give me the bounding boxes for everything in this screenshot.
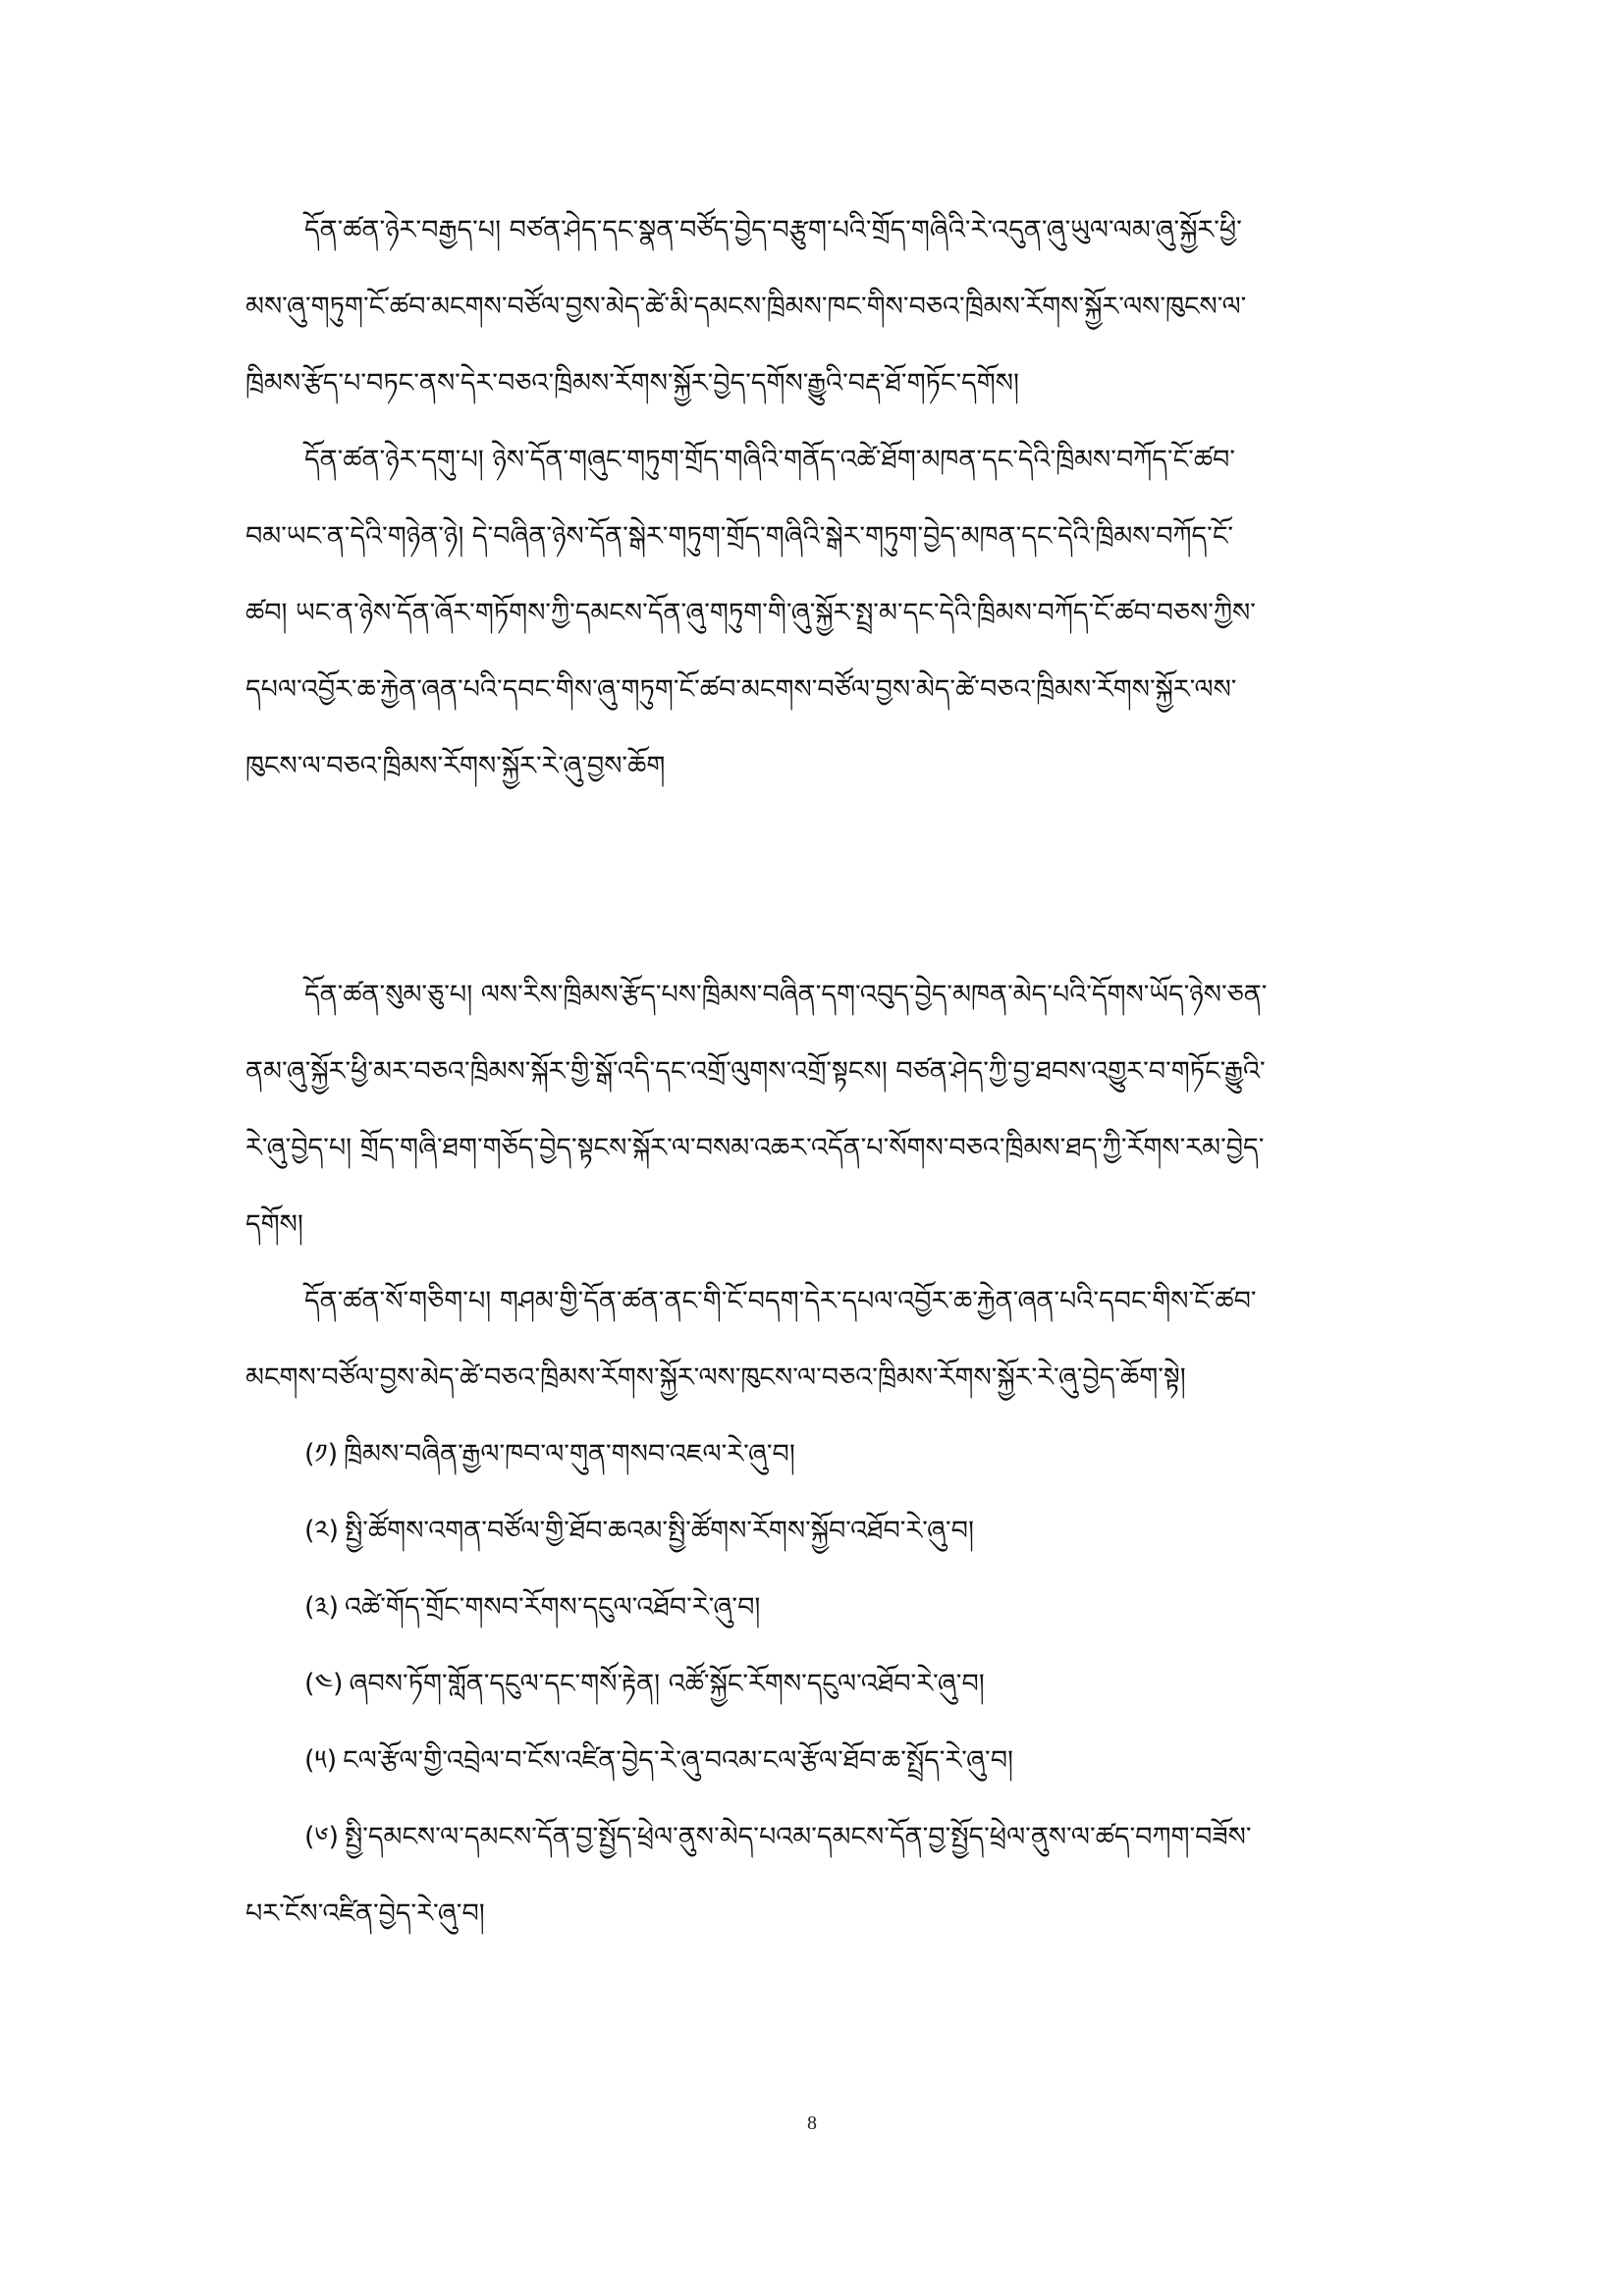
- text-line: མས་ཞུ་གཏུག་ངོ་ཚབ་མངགས་བཙོལ་བྱས་མེད་ཚེ་མི་དམངས་ཁྲིམས་ཁང་གིས་བཅའ་ཁྲིམས་རོགས་སྐྱོར་ལས་ཁུངས་ལ་: [245, 292, 1247, 322]
- list-line: [304, 1570, 1384, 1646]
- text-line: དོན་ཚན་སོ་གཅིག་པ། གཤམ་གྱི་དོན་ཚན་ནང་གི་ངོ་བདག་དེར་དཔལ་འབྱོར་ཆ་རྐྱེན་ཞན་པའི་དབང་གིས་ངོ་ཚབ་: [304, 1286, 1257, 1316]
- list-item: [304, 1646, 1384, 1723]
- list-line: [304, 1723, 1384, 1799]
- text-line: ཁུངས་ལ་བཅའ་ཁྲིམས་རོགས་སྐྱོར་རེ་ཞུ་བྱས་ཆོག: [245, 751, 666, 781]
- paragraph-article-28: [245, 192, 1384, 422]
- text-line: རེ་ཞུ་བྱེད་པ། གྲོད་གཞི་ཐག་གཅོད་བྱེད་སྟངས་སྐོར་ལ་བསམ་འཆར་འདོན་པ་སོགས་བཅའ་ཁྲིམས་ཐད་ཀྱི་རོགས་རམ་བྱེད་: [245, 1133, 1265, 1163]
- list-text: ཁྲིམས་བཞིན་རྒྱལ་ཁབ་ལ་གུན་གསབ་འཇལ་རེ་ཞུ་བ།: [344, 1439, 795, 1469]
- list-number: (༢): [304, 1516, 340, 1546]
- paragraph-article-30: [245, 957, 1384, 1263]
- text-line: ཚབ། ཡང་ན་ཉེས་དོན་ཞོར་གཏོགས་ཀྱི་དམངས་དོན་ཞུ་གཏུག་གི་ཞུ་སྐྱོར་སྤྲ་མ་དང་དེའི་ཁྲིམས་བཀོད་ངོ་ཚབ་བཅས་ཀྱིས་: [245, 598, 1256, 628]
- list-item: [304, 1416, 1384, 1493]
- page-number: 8: [807, 2112, 817, 2134]
- list-text: སྤྱི་དམངས་ལ་དམངས་དོན་བྱ་སྤྱོད་ཕྲེལ་ནུས་མེད་པའམ་དམངས་དོན་བྱ་སྤྱོད་ཕྲེལ་ནུས་ལ་ཚད་བཀག་བཟོས་: [345, 1822, 1252, 1852]
- list-text: སྤྱི་ཚོགས་འགན་བཙོལ་གྱི་ཐོབ་ཆའམ་སྤྱི་ཚོགས་རོགས་སྐྱོབ་འཐོབ་རེ་ཞུ་བ།: [345, 1516, 974, 1546]
- text-line: ཁྲིམས་རྩོད་པ་བཏང་ནས་དེར་བཅའ་ཁྲིམས་རོགས་སྐྱོར་བྱེད་དགོས་རྒྱུའི་བརྡ་ཐོ་གཏོང་དགོས།: [245, 368, 1020, 399]
- list-item: [304, 1493, 1384, 1570]
- list-text: ཞབས་ཏོག་གློན་དངུལ་དང་གསོ་རྟེན། འཚོ་སྐྱོང་རོགས་དངུལ་འཐོབ་རེ་ཞུ་བ།: [349, 1669, 985, 1699]
- list-line: [304, 1799, 1384, 1876]
- list-number: (༣): [304, 1592, 339, 1623]
- text-line: དོན་ཚན་ཉེར་བརྒྱད་པ། བཙན་ཤེད་དང་སྣན་བཙོད་བྱེད་བརྩུག་པའི་གྲོད་གཞིའི་རེ་འདུན་ཞུ་ཡུལ་ལམ་ཞུ་སྐྱོར་ཕྱི་: [304, 215, 1242, 245]
- text-line: དགོས།: [245, 1209, 303, 1240]
- numbered-list: [245, 1416, 1384, 1952]
- list-line: [304, 1493, 1384, 1570]
- list-line: [304, 1416, 1384, 1493]
- text-line: དོན་ཚན་སུམ་ཅུ་པ། ལས་རིས་ཁྲིམས་རྩོད་པས་ཁྲིམས་བཞིན་དག་འབུད་བྱེད་མཁན་མེད་པའི་དོགས་ཡོད་ཉེས་ཅན་: [304, 980, 1268, 1010]
- list-number: (༡): [304, 1439, 339, 1469]
- list-item: [304, 1570, 1384, 1646]
- list-number: (༥): [304, 1745, 338, 1776]
- text-line: དོན་ཚན་ཉེར་དགུ་པ། ཉེས་དོན་གཞུང་གཏུག་གྲོད་གཞིའི་གནོད་འཚེ་ཐོག་མཁན་དང་དེའི་ཁྲིམས་བཀོད་ངོ་ཚབ་: [304, 445, 1236, 475]
- text-line: ནམ་ཞུ་སྐྱོར་ཕྱི་མར་བཅའ་ཁྲིམས་སྐོར་གྱི་སྒོ་འདི་དང་འགྲོ་ལུགས་འགྲོ་སྟངས། བཙན་ཤེད་ཀྱི་བྱ་ཐབས་འགྱུར་བ་གཏོང་རྒྱུའི་: [245, 1056, 1266, 1087]
- list-text: འཚེ་གོད་གྲོང་གསབ་རོགས་དངུལ་འཐོབ་རེ་ཞུ་བ།: [345, 1592, 761, 1623]
- text-line: མངགས་བཙོལ་བྱས་མེད་ཚེ་བཅའ་ཁྲིམས་རོགས་སྐྱོར་ལས་ཁུངས་ལ་བཅའ་ཁྲིམས་རོགས་སྐྱོར་རེ་ཞུ་བྱེད་ཆོག་སྟེ།: [245, 1362, 1186, 1393]
- list-number: (༤): [304, 1669, 344, 1699]
- text-line: དཔལ་འབྱོར་ཆ་རྐྱེན་ཞན་པའི་དབང་གིས་ཞུ་གཏུག་ངོ་ཚབ་མངགས་བཙོལ་བྱས་མེད་ཚེ་བཅའ་ཁྲིམས་རོགས་སྐྱོར་ལས་: [245, 674, 1237, 705]
- paragraph-article-29: [245, 422, 1384, 805]
- text-line: བམ་ཡང་ན་དེའི་གཉེན་ཉེ། དེ་བཞིན་ཉེས་དོན་སྒེར་གཏུག་གྲོད་གཞིའི་སྒེར་གཏུག་བྱེད་མཁན་དང་དེའི་ཁྲིམས་བཀོད་ངོ་: [245, 521, 1234, 552]
- list-text: ངལ་རྩོལ་གྱི་འབྲེལ་བ་ངོས་འཛིན་བྱེད་རེ་ཞུ་བའམ་ངལ་རྩོལ་ཐོབ་ཆ་སྤྲོད་རེ་ཞུ་བ།: [343, 1745, 1014, 1776]
- list-item: [304, 1723, 1384, 1799]
- list-line-continuation: པར་ངོས་འཛིན་བྱེད་རེ་ཞུ་བ།: [245, 1898, 485, 1929]
- list-number: (༦): [304, 1822, 339, 1852]
- paragraph-article-31: [245, 1263, 1384, 1416]
- list-line: [304, 1646, 1384, 1723]
- list-item: [245, 1799, 1384, 1952]
